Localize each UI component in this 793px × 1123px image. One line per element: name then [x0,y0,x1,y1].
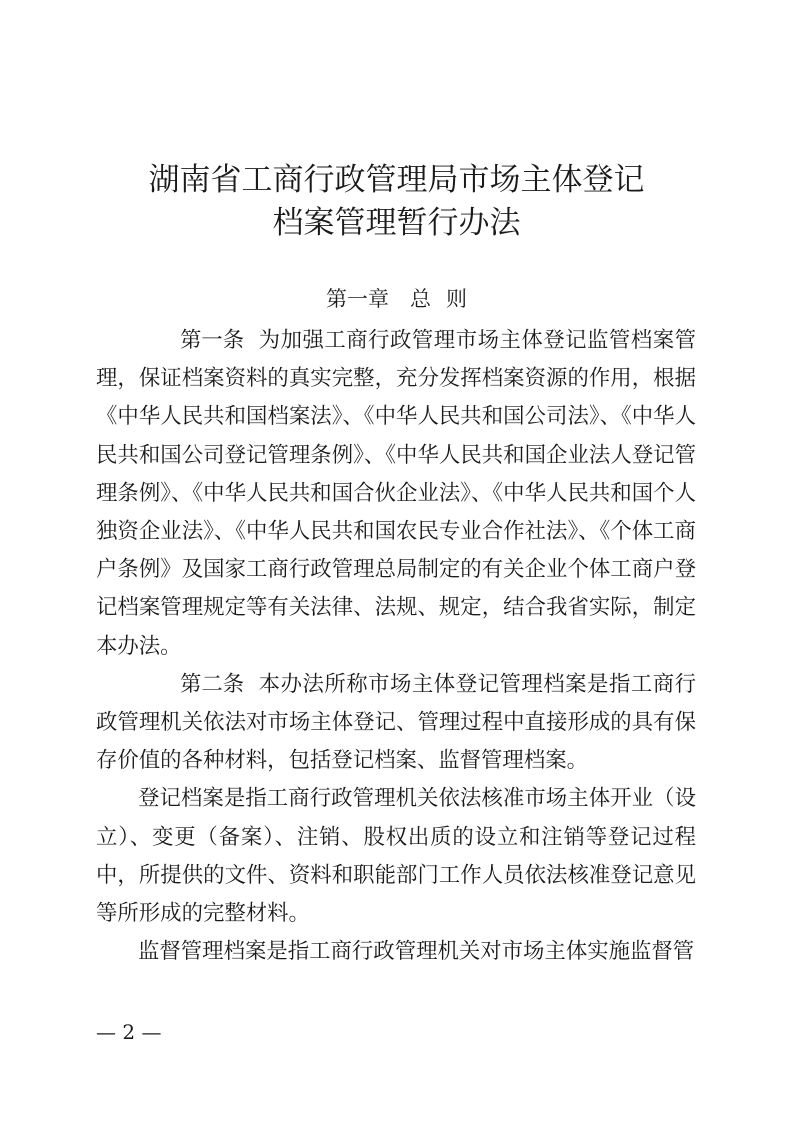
page-number: — 2 — [96,1020,162,1044]
article-1-text: 为加强工商行政管理市场主体登记监管档案管理，保证档案资料的真实完整，充分发挥档案资源的作用，根据《中华人民共和国档案法》、《中华人民共和国公司法》、《中华人民共和国公司登记管理条例》、《中华人民共和国企业法人登记管理条例》、《中华人民共和国合伙企业法》、《中华人民共和国个人独资企业法》、《中华人民共和国农民专业合作社法》、《个体工商户条例》及国家工商行政管理总局制定的有关企业个体工商户登记档案管理规定等有关法律、法规、规定，结合我省实际，制定本办法。 [96,328,696,659]
paragraph-supervision-archive: 监督管理档案是指工商行政管理机关对市场主体实施监督管 [138,939,695,965]
chapter-heading [0,281,793,317]
article-2-number: 第二条 [180,671,245,697]
document-body [96,322,696,971]
article-1-number: 第一条 [180,328,245,353]
article-1 [96,322,696,666]
paragraph-registration-archive: 登记档案是指工商行政管理机关依法核准市场主体开业（设立）、变更（备案）、注销、股权出质的设立和注销等登记过程中，所提供的文件、资料和职能部门工作人员依法核准登记意见等所形成的完整材料。 [96,786,696,927]
chapter-name-part-2: 则 [446,287,467,311]
document-title-line-2: 档案管理暂行办法 [272,205,521,241]
chapter-name-part-1: 总 [410,287,431,311]
article-2 [96,666,696,781]
document-title-line-1: 湖南省工商行政管理局市场主体登记 [148,162,645,198]
chapter-number: 第一章 [326,287,389,311]
article-2-text: 本办法所称市场主体登记管理档案是指工商行政管理机关依法对市场主体登记、管理过程中直接形成的具有保存价值的各种材料，包括登记档案、监督管理档案。 [96,671,696,774]
